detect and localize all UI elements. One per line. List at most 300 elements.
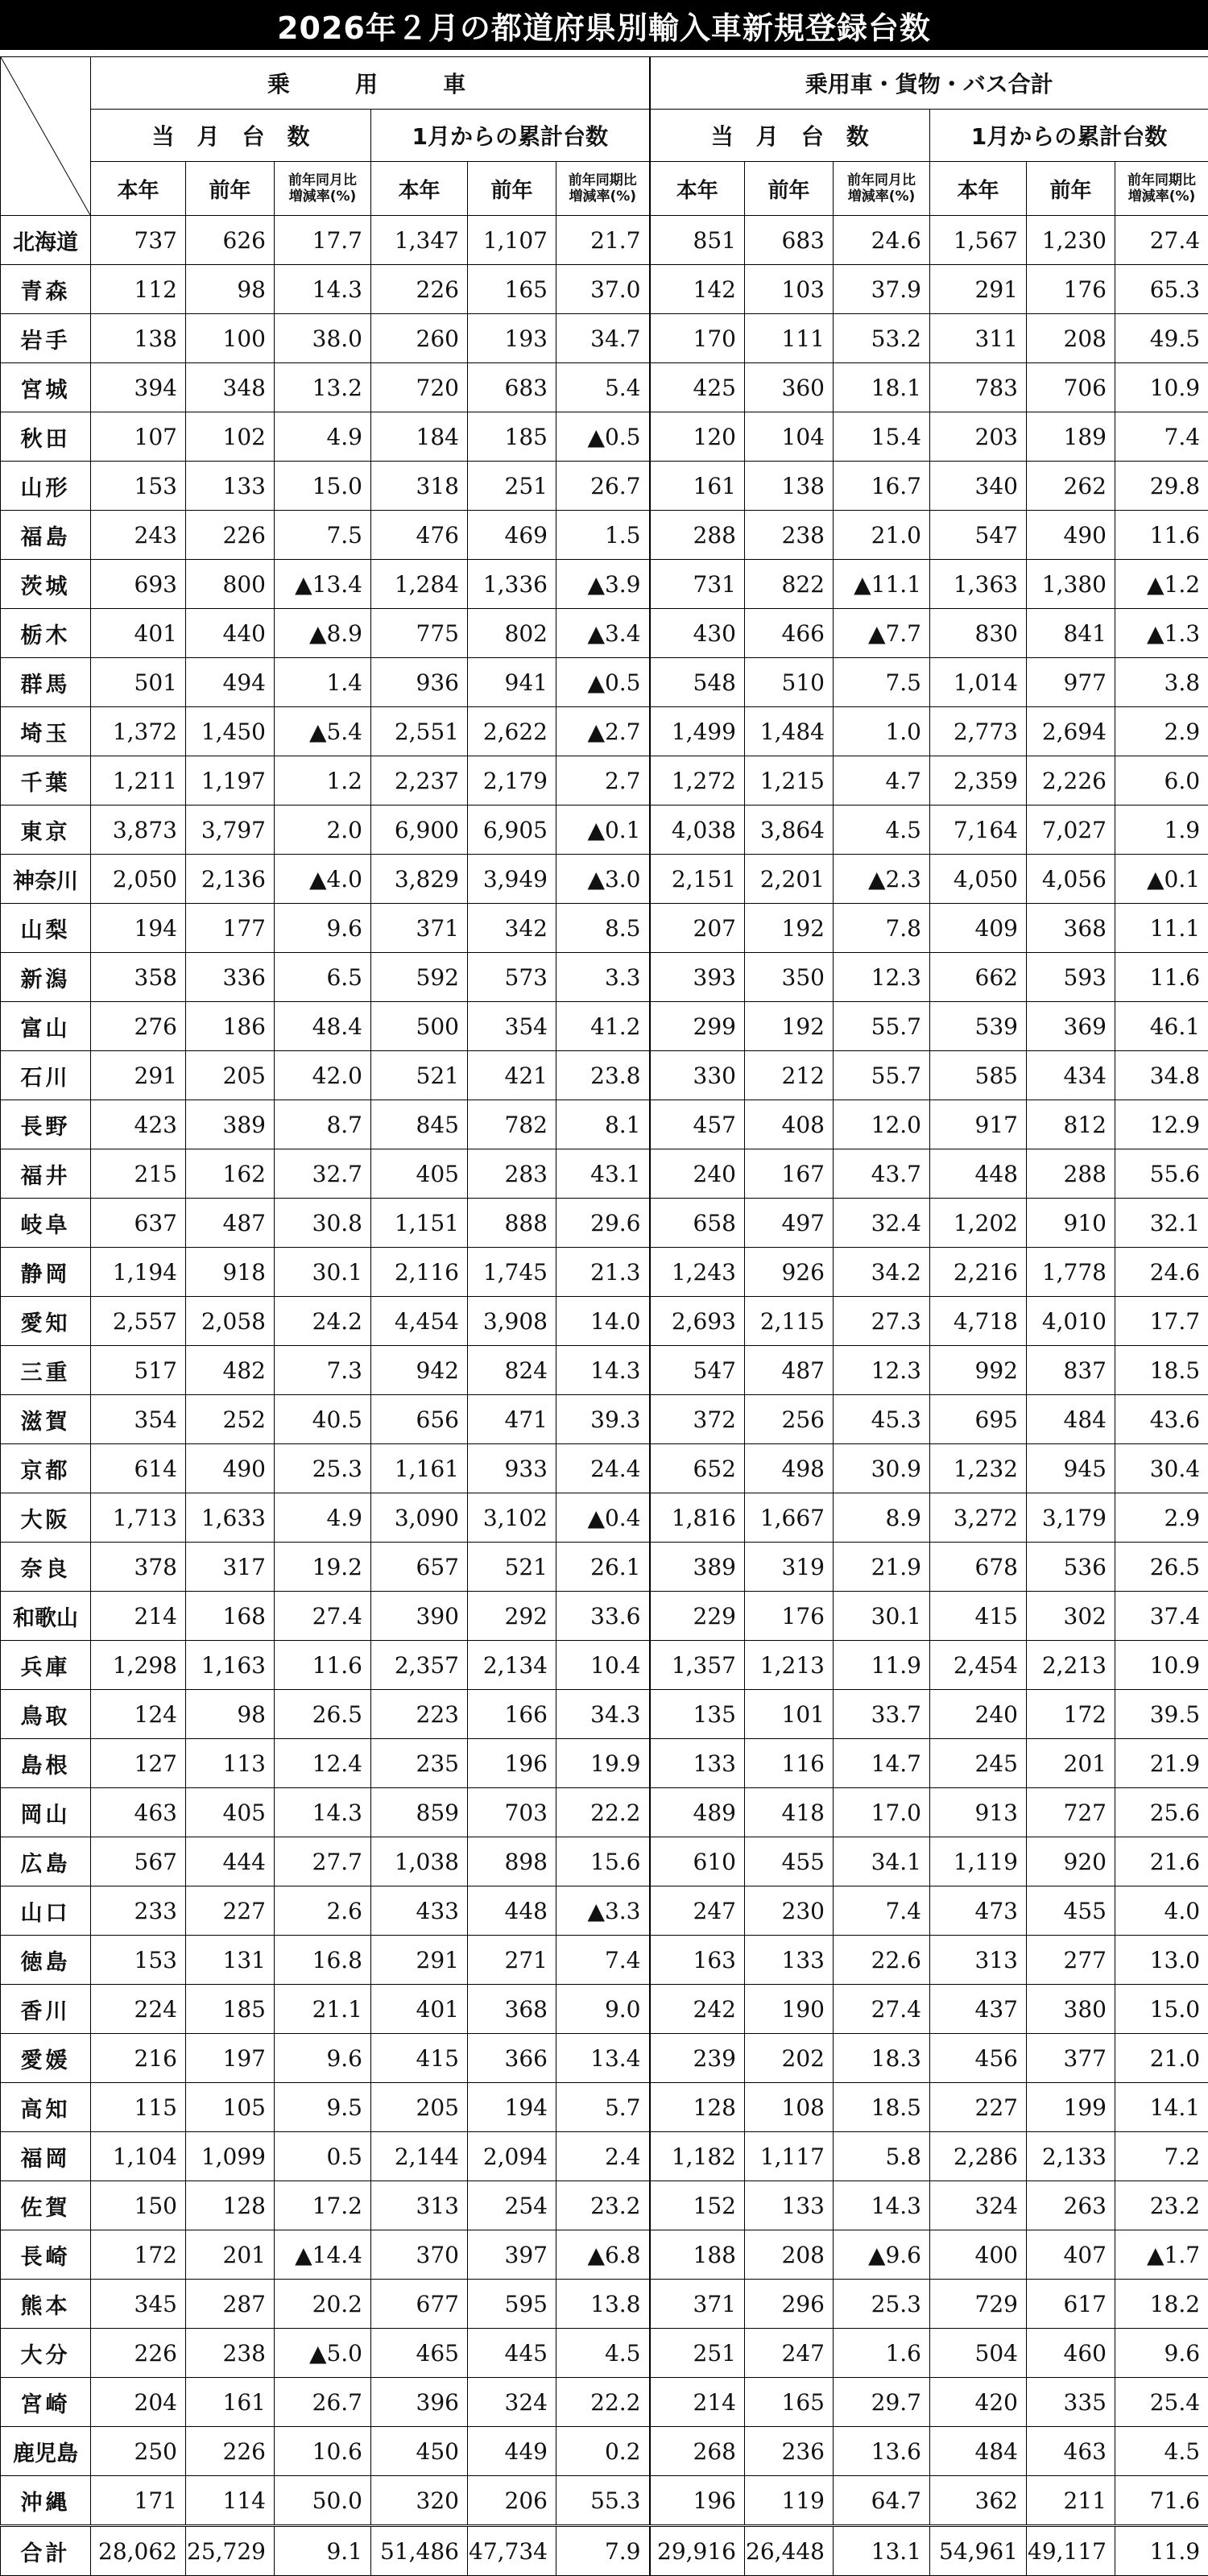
value-cell: 841 [1027, 609, 1115, 658]
prefecture-cell: 群馬 [1, 658, 91, 707]
value-cell: 1,230 [1027, 216, 1115, 265]
value-cell: 942 [371, 1346, 468, 1395]
value-cell: 8.9 [834, 1493, 930, 1543]
value-cell: 22.2 [556, 1788, 650, 1837]
prefecture-cell: 高知 [1, 2083, 91, 2132]
value-cell: 24.6 [1115, 1248, 1208, 1297]
value-cell: 369 [1027, 1002, 1115, 1051]
value-cell: 1,215 [745, 756, 834, 806]
value-cell: 405 [186, 1788, 275, 1837]
value-cell: 263 [1027, 2181, 1115, 2230]
value-cell: 135 [650, 1690, 745, 1739]
value-cell: ▲9.6 [834, 2230, 930, 2280]
value-cell: 15.6 [556, 1837, 650, 1886]
value-cell: 242 [650, 1985, 745, 2034]
value-cell: 19.2 [275, 1543, 371, 1592]
value-cell: 14.1 [1115, 2083, 1208, 2132]
table-row [1, 265, 1208, 314]
value-cell: 208 [745, 2230, 834, 2280]
value-cell: 3.3 [556, 953, 650, 1002]
value-cell: 18.5 [1115, 1346, 1208, 1395]
value-cell: 7,027 [1027, 806, 1115, 855]
value-cell: 13.0 [1115, 1936, 1208, 1985]
value-cell: 2,773 [930, 707, 1027, 756]
value-cell: 288 [650, 511, 745, 560]
value-cell: 3,797 [186, 806, 275, 855]
value-cell: 208 [1027, 314, 1115, 363]
value-cell: 3.8 [1115, 658, 1208, 707]
value-cell: 24.2 [275, 1297, 371, 1346]
value-cell: 678 [930, 1543, 1027, 1592]
value-cell: 19.9 [556, 1739, 650, 1788]
value-cell: 15.0 [275, 462, 371, 511]
table-row [1, 1395, 1208, 1444]
table-row [1, 1297, 1208, 1346]
value-cell: 291 [91, 1051, 186, 1100]
value-cell: 25.6 [1115, 1788, 1208, 1837]
value-cell: 1,745 [468, 1248, 556, 1297]
value-cell: 1,099 [186, 2132, 275, 2181]
value-cell: 299 [650, 1002, 745, 1051]
prefecture-cell: 山梨 [1, 904, 91, 953]
prefecture-cell: 静岡 [1, 1248, 91, 1297]
prefecture-cell: 千葉 [1, 756, 91, 806]
value-cell: 21.0 [1115, 2034, 1208, 2083]
prefecture-cell: 茨城 [1, 560, 91, 609]
value-cell: 683 [745, 216, 834, 265]
value-cell: 448 [468, 1886, 556, 1936]
value-cell: 23.2 [1115, 2181, 1208, 2230]
value-cell: 224 [91, 1985, 186, 2034]
table-row [1, 1543, 1208, 1592]
table-row [1, 1346, 1208, 1395]
value-cell: 10.9 [1115, 1641, 1208, 1690]
value-cell: 4.7 [834, 756, 930, 806]
value-cell: 192 [745, 904, 834, 953]
value-cell: 165 [745, 2378, 834, 2427]
value-cell: 292 [468, 1592, 556, 1641]
prefecture-cell: 熊本 [1, 2280, 91, 2329]
value-cell: ▲13.4 [275, 560, 371, 609]
prefecture-cell: 山形 [1, 462, 91, 511]
table-row [1, 2476, 1208, 2526]
value-cell: 172 [1027, 1690, 1115, 1739]
prefecture-cell: 東京 [1, 806, 91, 855]
value-cell: 977 [1027, 658, 1115, 707]
value-cell: 727 [1027, 1788, 1115, 1837]
value-cell: 1,151 [371, 1199, 468, 1248]
value-cell: 7,164 [930, 806, 1027, 855]
value-cell: 276 [91, 1002, 186, 1051]
change-rate-header [834, 162, 930, 216]
value-cell: 837 [1027, 1346, 1115, 1395]
value-cell: 38.0 [275, 314, 371, 363]
prefecture-cell: 神奈川 [1, 855, 91, 904]
value-cell: 345 [91, 2280, 186, 2329]
value-cell: 3,873 [91, 806, 186, 855]
value-cell: 238 [745, 511, 834, 560]
value-cell: 49,117 [1027, 2526, 1115, 2576]
value-cell: 3,272 [930, 1493, 1027, 1543]
value-cell: 12.3 [834, 1346, 930, 1395]
value-cell: 21.1 [275, 1985, 371, 2034]
this-year-header: 本年 [650, 162, 745, 216]
value-cell: 401 [371, 1985, 468, 2034]
value-cell: 4,056 [1027, 855, 1115, 904]
prefecture-cell: 愛媛 [1, 2034, 91, 2083]
table-row [1, 314, 1208, 363]
value-cell: 466 [745, 609, 834, 658]
value-cell: 18.5 [834, 2083, 930, 2132]
value-cell: 163 [650, 1936, 745, 1985]
value-cell: 34.8 [1115, 1051, 1208, 1100]
value-cell: 37.9 [834, 265, 930, 314]
value-cell: 1,197 [186, 756, 275, 806]
prefecture-cell: 香川 [1, 1985, 91, 2034]
value-cell: 21.7 [556, 216, 650, 265]
prefecture-cell: 秋田 [1, 412, 91, 462]
value-cell: 236 [745, 2427, 834, 2476]
value-cell: 783 [930, 363, 1027, 412]
value-cell: 1,243 [650, 1248, 745, 1297]
diagonal-line [1, 57, 90, 215]
value-cell: 463 [1027, 2427, 1115, 2476]
value-cell: 802 [468, 609, 556, 658]
value-cell: 498 [745, 1444, 834, 1493]
change-rate-header-line1: 前年同期比 [556, 172, 649, 188]
table-row [1, 1149, 1208, 1199]
value-cell: 0.5 [275, 2132, 371, 2181]
value-cell: 1.5 [556, 511, 650, 560]
prefecture-cell: 合計 [1, 2526, 91, 2576]
value-cell: 12.0 [834, 1100, 930, 1149]
value-cell: 1,499 [650, 707, 745, 756]
value-cell: 430 [650, 609, 745, 658]
table-row [1, 2280, 1208, 2329]
value-cell: 471 [468, 1395, 556, 1444]
value-cell: 362 [930, 2476, 1027, 2526]
value-cell: 252 [186, 1395, 275, 1444]
value-cell: 201 [186, 2230, 275, 2280]
prefecture-cell: 青森 [1, 265, 91, 314]
value-cell: 16.7 [834, 462, 930, 511]
value-cell: 415 [930, 1592, 1027, 1641]
value-cell: 48.4 [275, 1002, 371, 1051]
value-cell: 15.0 [1115, 1985, 1208, 2034]
value-cell: 32.7 [275, 1149, 371, 1199]
value-cell: 5.4 [556, 363, 650, 412]
value-cell: 256 [745, 1395, 834, 1444]
value-cell: 239 [650, 2034, 745, 2083]
value-cell: 283 [468, 1149, 556, 1199]
value-cell: 1,633 [186, 1493, 275, 1543]
value-cell: 2.0 [275, 806, 371, 855]
value-cell: 1.9 [1115, 806, 1208, 855]
value-cell: 2,237 [371, 756, 468, 806]
value-cell: 370 [371, 2230, 468, 2280]
value-cell: 18.1 [834, 363, 930, 412]
value-cell: 1.6 [834, 2329, 930, 2378]
prefecture-cell: 和歌山 [1, 1592, 91, 1641]
value-cell: 201 [1027, 1739, 1115, 1788]
value-cell: 227 [186, 1886, 275, 1936]
value-cell: 393 [650, 953, 745, 1002]
value-cell: 1,213 [745, 1641, 834, 1690]
value-cell: 14.0 [556, 1297, 650, 1346]
value-cell: 1,272 [650, 756, 745, 806]
value-cell: 37.4 [1115, 1592, 1208, 1641]
value-cell: 463 [91, 1788, 186, 1837]
table-row [1, 2230, 1208, 2280]
value-cell: 573 [468, 953, 556, 1002]
value-cell: ▲14.4 [275, 2230, 371, 2280]
value-cell: 214 [650, 2378, 745, 2427]
value-cell: 547 [650, 1346, 745, 1395]
value-cell: 1,713 [91, 1493, 186, 1543]
passenger-month-header: 当 月 台 数 [91, 110, 371, 162]
value-cell: 342 [468, 904, 556, 953]
value-cell: 945 [1027, 1444, 1115, 1493]
value-cell: 55.7 [834, 1002, 930, 1051]
value-cell: 311 [930, 314, 1027, 363]
table-row [1, 1493, 1208, 1543]
value-cell: 20.2 [275, 2280, 371, 2329]
value-cell: 8.1 [556, 1100, 650, 1149]
last-year-header: 前年 [745, 162, 834, 216]
value-cell: 251 [468, 462, 556, 511]
prefecture-cell: 新潟 [1, 953, 91, 1002]
value-cell: 39.5 [1115, 1690, 1208, 1739]
value-cell: 215 [91, 1149, 186, 1199]
value-cell: 420 [930, 2378, 1027, 2427]
table-row [1, 2427, 1208, 2476]
table-row [1, 1248, 1208, 1297]
value-cell: 176 [1027, 265, 1115, 314]
value-cell: 3,949 [468, 855, 556, 904]
value-cell: 188 [650, 2230, 745, 2280]
value-cell: ▲3.9 [556, 560, 650, 609]
value-cell: 235 [371, 1739, 468, 1788]
registration-table [0, 56, 1208, 2576]
table-row [1, 1837, 1208, 1886]
value-cell: 941 [468, 658, 556, 707]
value-cell: 497 [745, 1199, 834, 1248]
value-cell: 47,734 [468, 2526, 556, 2576]
value-cell: 254 [468, 2181, 556, 2230]
value-cell: 476 [371, 511, 468, 560]
value-cell: ▲1.3 [1115, 609, 1208, 658]
value-cell: 11.1 [1115, 904, 1208, 953]
value-cell: 9.5 [275, 2083, 371, 2132]
value-cell: 32.1 [1115, 1199, 1208, 1248]
change-rate-header-line2: 増減率(%) [556, 188, 649, 205]
value-cell: 40.5 [275, 1395, 371, 1444]
value-cell: 184 [371, 412, 468, 462]
value-cell: ▲5.4 [275, 707, 371, 756]
value-cell: 614 [91, 1444, 186, 1493]
value-cell: 2,136 [186, 855, 275, 904]
value-cell: 153 [91, 462, 186, 511]
prefecture-cell: 佐賀 [1, 2181, 91, 2230]
value-cell: 920 [1027, 1837, 1115, 1886]
table-row [1, 1641, 1208, 1690]
value-cell: 14.7 [834, 1739, 930, 1788]
table-row [1, 609, 1208, 658]
value-cell: 194 [468, 2083, 556, 2132]
value-cell: 124 [91, 1690, 186, 1739]
value-cell: 595 [468, 2280, 556, 2329]
prefecture-cell: 福岡 [1, 2132, 91, 2181]
value-cell: 196 [468, 1739, 556, 1788]
value-cell: 11.6 [1115, 953, 1208, 1002]
value-cell: 197 [186, 2034, 275, 2083]
value-cell: 652 [650, 1444, 745, 1493]
value-cell: 354 [91, 1395, 186, 1444]
value-cell: 21.9 [1115, 1739, 1208, 1788]
prefecture-cell: 徳島 [1, 1936, 91, 1985]
value-cell: 226 [91, 2329, 186, 2378]
value-cell: 26.1 [556, 1543, 650, 1592]
value-cell: 313 [930, 1936, 1027, 1985]
value-cell: 291 [371, 1936, 468, 1985]
table-row [1, 1739, 1208, 1788]
value-cell: 25.4 [1115, 2378, 1208, 2427]
value-cell: 2.7 [556, 756, 650, 806]
table-row [1, 363, 1208, 412]
value-cell: 2,557 [91, 1297, 186, 1346]
value-cell: 65.3 [1115, 265, 1208, 314]
value-cell: 6,905 [468, 806, 556, 855]
value-cell: 204 [91, 2378, 186, 2427]
value-cell: 11.9 [1115, 2526, 1208, 2576]
value-cell: 489 [650, 1788, 745, 1837]
value-cell: 41.2 [556, 1002, 650, 1051]
value-cell: 7.4 [1115, 412, 1208, 462]
value-cell: 170 [650, 314, 745, 363]
value-cell: 4.9 [275, 1493, 371, 1543]
value-cell: 782 [468, 1100, 556, 1149]
value-cell: 32.4 [834, 1199, 930, 1248]
value-cell: 657 [371, 1543, 468, 1592]
value-cell: 30.1 [275, 1248, 371, 1297]
value-cell: 926 [745, 1248, 834, 1297]
value-cell: 913 [930, 1788, 1027, 1837]
prefecture-cell: 鳥取 [1, 1690, 91, 1739]
value-cell: 24.4 [556, 1444, 650, 1493]
value-cell: 9.1 [275, 2526, 371, 2576]
value-cell: 206 [468, 2476, 556, 2526]
prefecture-cell: 島根 [1, 1739, 91, 1788]
value-cell: 473 [930, 1886, 1027, 1936]
value-cell: ▲7.7 [834, 609, 930, 658]
value-cell: 1,202 [930, 1199, 1027, 1248]
value-cell: 1,484 [745, 707, 834, 756]
value-cell: 617 [1027, 2280, 1115, 2329]
value-cell: 17.0 [834, 1788, 930, 1837]
prefecture-cell: 大阪 [1, 1493, 91, 1543]
value-cell: 320 [371, 2476, 468, 2526]
value-cell: 1,107 [468, 216, 556, 265]
value-cell: 936 [371, 658, 468, 707]
value-cell: 658 [650, 1199, 745, 1248]
corner-cell [1, 57, 91, 216]
value-cell: 371 [371, 904, 468, 953]
value-cell: 371 [650, 2280, 745, 2329]
value-cell: 360 [745, 363, 834, 412]
value-cell: 1.2 [275, 756, 371, 806]
value-cell: 12.3 [834, 953, 930, 1002]
value-cell: 53.2 [834, 314, 930, 363]
value-cell: 380 [1027, 1985, 1115, 2034]
value-cell: 4,010 [1027, 1297, 1115, 1346]
value-cell: 450 [371, 2427, 468, 2476]
value-cell: 2,694 [1027, 707, 1115, 756]
value-cell: 277 [1027, 1936, 1115, 1985]
value-cell: 2,094 [468, 2132, 556, 2181]
value-cell: ▲1.2 [1115, 560, 1208, 609]
value-cell: 348 [186, 363, 275, 412]
table-row [1, 1936, 1208, 1985]
value-cell: 2,179 [468, 756, 556, 806]
value-cell: 55.6 [1115, 1149, 1208, 1199]
value-cell: 205 [371, 2083, 468, 2132]
value-cell: 11.6 [275, 1641, 371, 1690]
value-cell: 437 [930, 1985, 1027, 2034]
value-cell: 434 [1027, 1051, 1115, 1100]
value-cell: 98 [186, 1690, 275, 1739]
value-cell: 677 [371, 2280, 468, 2329]
value-cell: 324 [468, 2378, 556, 2427]
change-rate-header [275, 162, 371, 216]
value-cell: 112 [91, 265, 186, 314]
value-cell: 2,357 [371, 1641, 468, 1690]
value-cell: 238 [186, 2329, 275, 2378]
value-cell: 7.3 [275, 1346, 371, 1395]
value-cell: 423 [91, 1100, 186, 1149]
value-cell: 335 [1027, 2378, 1115, 2427]
prefecture-cell: 長崎 [1, 2230, 91, 2280]
table-row [1, 1985, 1208, 2034]
value-cell: 637 [91, 1199, 186, 1248]
value-cell: 2,134 [468, 1641, 556, 1690]
value-cell: 504 [930, 2329, 1027, 2378]
value-cell: 1,014 [930, 658, 1027, 707]
value-cell: ▲3.3 [556, 1886, 650, 1936]
value-cell: 501 [91, 658, 186, 707]
value-cell: 324 [930, 2181, 1027, 2230]
value-cell: 166 [468, 1690, 556, 1739]
table-body [1, 216, 1208, 2576]
value-cell: 397 [468, 2230, 556, 2280]
table-row [1, 462, 1208, 511]
table-row [1, 707, 1208, 756]
value-cell: 172 [91, 2230, 186, 2280]
value-cell: 113 [186, 1739, 275, 1788]
group-passenger-header: 乗 用 車 [91, 57, 650, 110]
table-row [1, 2181, 1208, 2230]
value-cell: 214 [91, 1592, 186, 1641]
value-cell: 394 [91, 363, 186, 412]
value-cell: 910 [1027, 1199, 1115, 1248]
value-cell: 2,216 [930, 1248, 1027, 1297]
value-cell: 1,298 [91, 1641, 186, 1690]
value-cell: 142 [650, 265, 745, 314]
value-cell: 1,372 [91, 707, 186, 756]
value-cell: 30.4 [1115, 1444, 1208, 1493]
value-cell: 2.9 [1115, 1493, 1208, 1543]
prefecture-cell: 宮崎 [1, 2378, 91, 2427]
value-cell: 1,211 [91, 756, 186, 806]
